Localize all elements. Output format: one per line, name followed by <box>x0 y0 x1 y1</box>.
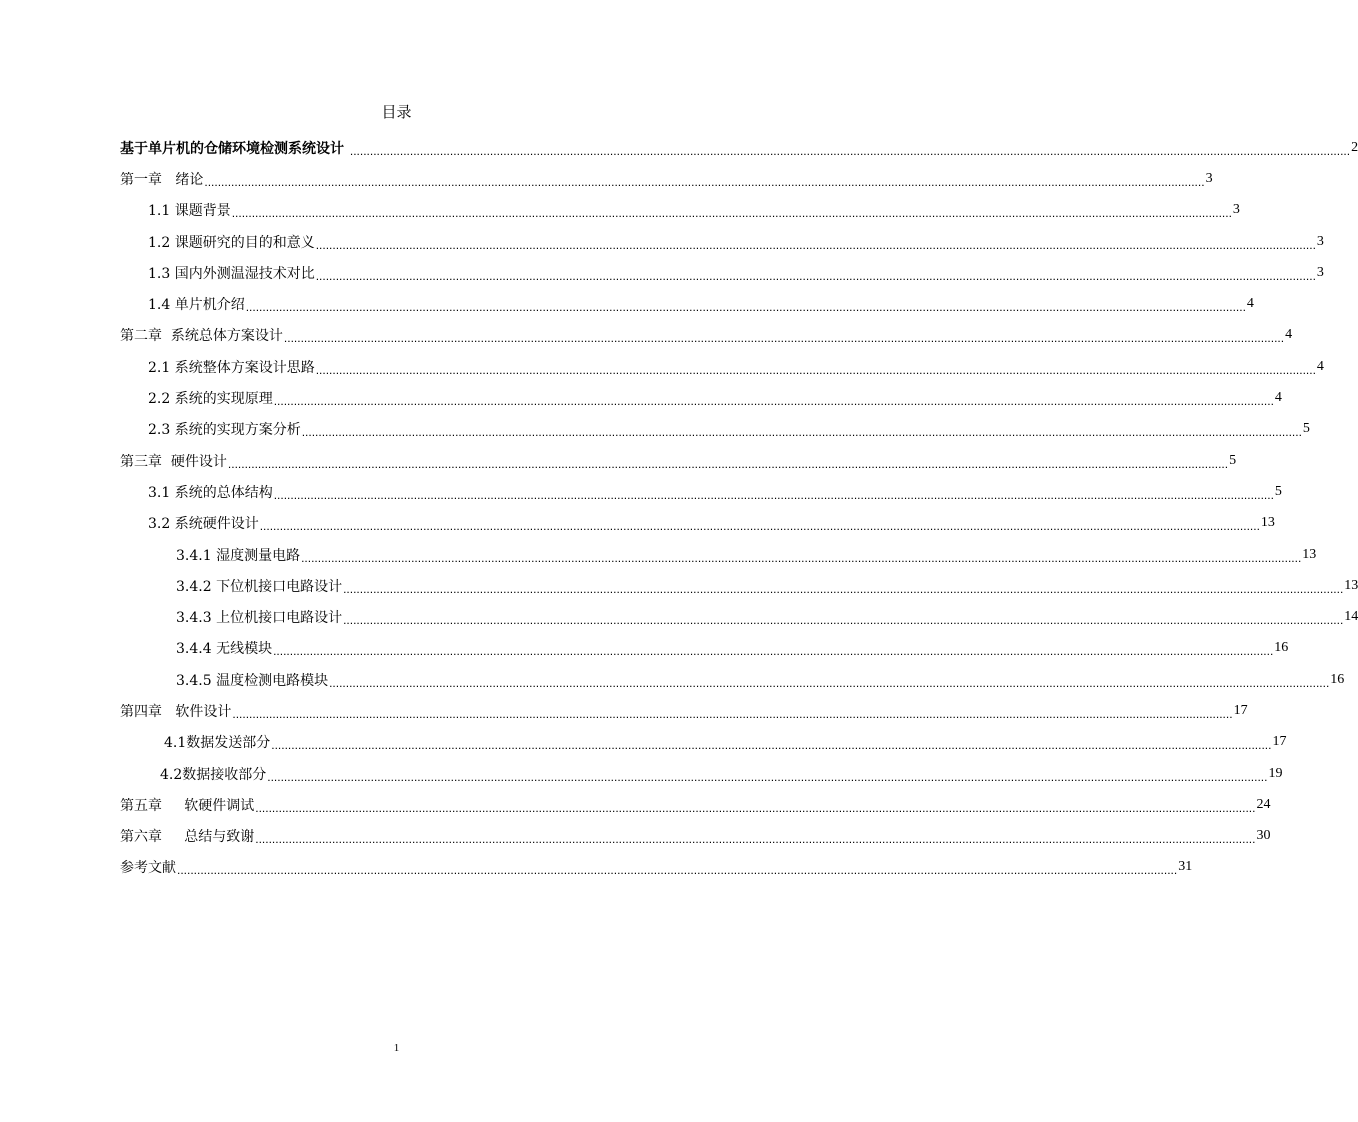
toc-leader-dots: ............................................................................................................................................................................................................................................................................................................ <box>349 143 1351 158</box>
toc-entry-references[interactable] <box>120 852 1193 883</box>
toc-entry-subsection-3-4-5[interactable] <box>120 664 1345 695</box>
toc-leader-dots: ............................................................................................................................................................................................................................................................................................................ <box>232 706 1233 721</box>
toc-leader-dots: ............................................................................................................................................................................................................................................................................................................ <box>227 456 1229 471</box>
toc-leader-dots: ............................................................................................................................................................................................................................................................................................................ <box>301 550 1302 565</box>
toc-entry-section-1-1[interactable] <box>120 195 1240 226</box>
toc-leader-dots: ............................................................................................................................................................................................................................................................................................................ <box>259 519 1260 534</box>
toc-entry-section-4-2[interactable] <box>120 758 1283 789</box>
toc-entry-page: 13 <box>1302 546 1317 562</box>
toc-entry-page: 24 <box>1256 796 1271 812</box>
toc-entry-label: 第三章 硬件设计 <box>120 453 227 470</box>
toc-entry-page: 3 <box>1232 202 1240 218</box>
toc-entry-label: 2.1 系统整体方案设计思路 <box>148 359 315 376</box>
toc-leader-dots: ............................................................................................................................................................................................................................................................................................................ <box>273 487 1274 502</box>
toc-entry-page: 31 <box>1178 859 1193 875</box>
toc-entry-page: 17 <box>1233 702 1248 718</box>
toc-entry-page: 4 <box>1285 327 1293 343</box>
toc-entry-chapter-6[interactable] <box>120 821 1271 852</box>
toc-entry-label: 1.3 国内外测温湿技术对比 <box>148 265 315 282</box>
toc-entry-label: 1.2 课题研究的目的和意义 <box>148 234 315 251</box>
toc-entry-section-2-1[interactable] <box>120 351 1324 382</box>
toc-entry-chapter-1[interactable] <box>120 163 1213 194</box>
toc-entry-section-2-3[interactable] <box>120 414 1310 445</box>
toc-entry-section-4-1[interactable] <box>120 727 1287 758</box>
toc-leader-dots: ............................................................................................................................................................................................................................................................................................................ <box>255 800 1256 815</box>
toc-leader-dots: ............................................................................................................................................................................................................................................................................................................ <box>329 675 1330 690</box>
toc-entry-page: 13 <box>1260 515 1275 531</box>
toc-entry-label: 2.2 系统的实现原理 <box>148 391 273 408</box>
toc-leader-dots: ............................................................................................................................................................................................................................................................................................................ <box>177 863 1178 878</box>
toc-entry-section-1-3[interactable] <box>120 257 1324 288</box>
toc-entry-section-3-1[interactable] <box>120 476 1282 507</box>
toc-entry-thesis-title[interactable] <box>120 132 1358 163</box>
toc-leader-dots: ............................................................................................................................................................................................................................................................................................................ <box>273 644 1274 659</box>
toc-entry-page: 3 <box>1205 170 1213 186</box>
table-of-contents <box>120 132 1358 883</box>
toc-entry-label: 3.4.5 温度检测电路模块 <box>176 672 329 689</box>
toc-leader-dots: ............................................................................................................................................................................................................................................................................................................ <box>315 362 1316 377</box>
toc-title: 目录 <box>381 103 412 121</box>
toc-entry-section-2-2[interactable] <box>120 382 1282 413</box>
toc-leader-dots: ............................................................................................................................................................................................................................................................................................................ <box>245 300 1246 315</box>
toc-entry-label: 2.3 系统的实现方案分析 <box>148 422 301 439</box>
toc-leader-dots: ............................................................................................................................................................................................................................................................................................................ <box>204 174 1205 189</box>
toc-entry-label: 基于单片机的仓储环境检测系统设计 <box>120 140 349 157</box>
toc-leader-dots: ............................................................................................................................................................................................................................................................................................................ <box>267 769 1268 784</box>
toc-leader-dots: ............................................................................................................................................................................................................................................................................................................ <box>343 581 1344 596</box>
toc-entry-page: 19 <box>1268 765 1283 781</box>
toc-leader-dots: ............................................................................................................................................................................................................................................................................................................ <box>271 738 1272 753</box>
toc-entry-page: 2 <box>1351 139 1358 155</box>
toc-entry-page: 13 <box>1344 577 1358 593</box>
toc-entry-page: 4 <box>1274 390 1282 406</box>
page-number: 1 <box>393 1042 400 1054</box>
toc-entry-page: 16 <box>1330 671 1345 687</box>
toc-entry-page: 16 <box>1274 640 1289 656</box>
toc-entry-label: 3.4.2 下位机接口电路设计 <box>176 578 343 595</box>
toc-entry-page: 5 <box>1274 483 1282 499</box>
toc-entry-page: 3 <box>1316 264 1324 280</box>
toc-entry-page: 4 <box>1316 358 1324 374</box>
toc-entry-chapter-5[interactable] <box>120 789 1271 820</box>
toc-leader-dots: ............................................................................................................................................................................................................................................................................................................ <box>315 268 1316 283</box>
toc-entry-section-3-2[interactable] <box>120 508 1275 539</box>
toc-entry-subsection-3-4-3[interactable] <box>120 601 1358 632</box>
toc-entry-label: 3.4.1 湿度测量电路 <box>176 547 301 564</box>
toc-entry-page: 17 <box>1272 734 1287 750</box>
toc-entry-page: 3 <box>1316 233 1324 249</box>
toc-entry-page: 5 <box>1302 421 1310 437</box>
toc-entry-label: 第六章 总结与致谢 <box>120 829 255 846</box>
toc-leader-dots: ............................................................................................................................................................................................................................................................................................................ <box>343 613 1344 628</box>
toc-entry-section-1-2[interactable] <box>120 226 1324 257</box>
toc-entry-label: 3.4.4 无线模块 <box>176 641 273 658</box>
toc-entry-label: 4.1数据发送部分 <box>164 735 271 752</box>
toc-entry-label: 第五章 软硬件调试 <box>120 797 255 814</box>
toc-entry-page: 14 <box>1344 609 1358 625</box>
toc-entry-label: 3.2 系统硬件设计 <box>148 516 259 533</box>
toc-entry-chapter-4[interactable] <box>120 695 1248 726</box>
toc-leader-dots: ............................................................................................................................................................................................................................................................................................................ <box>315 237 1316 252</box>
toc-leader-dots: ............................................................................................................................................................................................................................................................................................................ <box>255 832 1256 847</box>
toc-entry-label: 第四章 软件设计 <box>120 703 232 720</box>
toc-entry-label: 第一章 绪论 <box>120 171 204 188</box>
toc-entry-page: 5 <box>1229 452 1237 468</box>
toc-entry-subsection-3-4-2[interactable] <box>120 570 1358 601</box>
toc-entry-subsection-3-4-1[interactable] <box>120 539 1317 570</box>
toc-leader-dots: ............................................................................................................................................................................................................................................................................................................ <box>301 425 1302 440</box>
toc-leader-dots: ............................................................................................................................................................................................................................................................................................................ <box>273 394 1274 409</box>
toc-entry-subsection-3-4-4[interactable] <box>120 633 1289 664</box>
toc-entry-label: 参考文献 <box>120 860 176 877</box>
toc-leader-dots: ............................................................................................................................................................................................................................................................................................................ <box>231 206 1232 221</box>
toc-entry-label: 3.1 系统的总体结构 <box>148 484 273 501</box>
toc-entry-section-1-4[interactable] <box>120 288 1254 319</box>
toc-entry-label: 4.2数据接收部分 <box>160 766 267 783</box>
toc-leader-dots: ............................................................................................................................................................................................................................................................................................................ <box>283 331 1285 346</box>
toc-entry-label: 1.1 课题背景 <box>148 203 231 220</box>
toc-entry-page: 30 <box>1256 828 1271 844</box>
toc-entry-chapter-2[interactable] <box>120 320 1293 351</box>
toc-entry-label: 1.4 单片机介绍 <box>148 297 245 314</box>
toc-entry-label: 3.4.3 上位机接口电路设计 <box>176 610 343 627</box>
toc-entry-page: 4 <box>1246 296 1254 312</box>
toc-entry-label: 第二章 系统总体方案设计 <box>120 328 283 345</box>
toc-entry-chapter-3[interactable] <box>120 445 1237 476</box>
